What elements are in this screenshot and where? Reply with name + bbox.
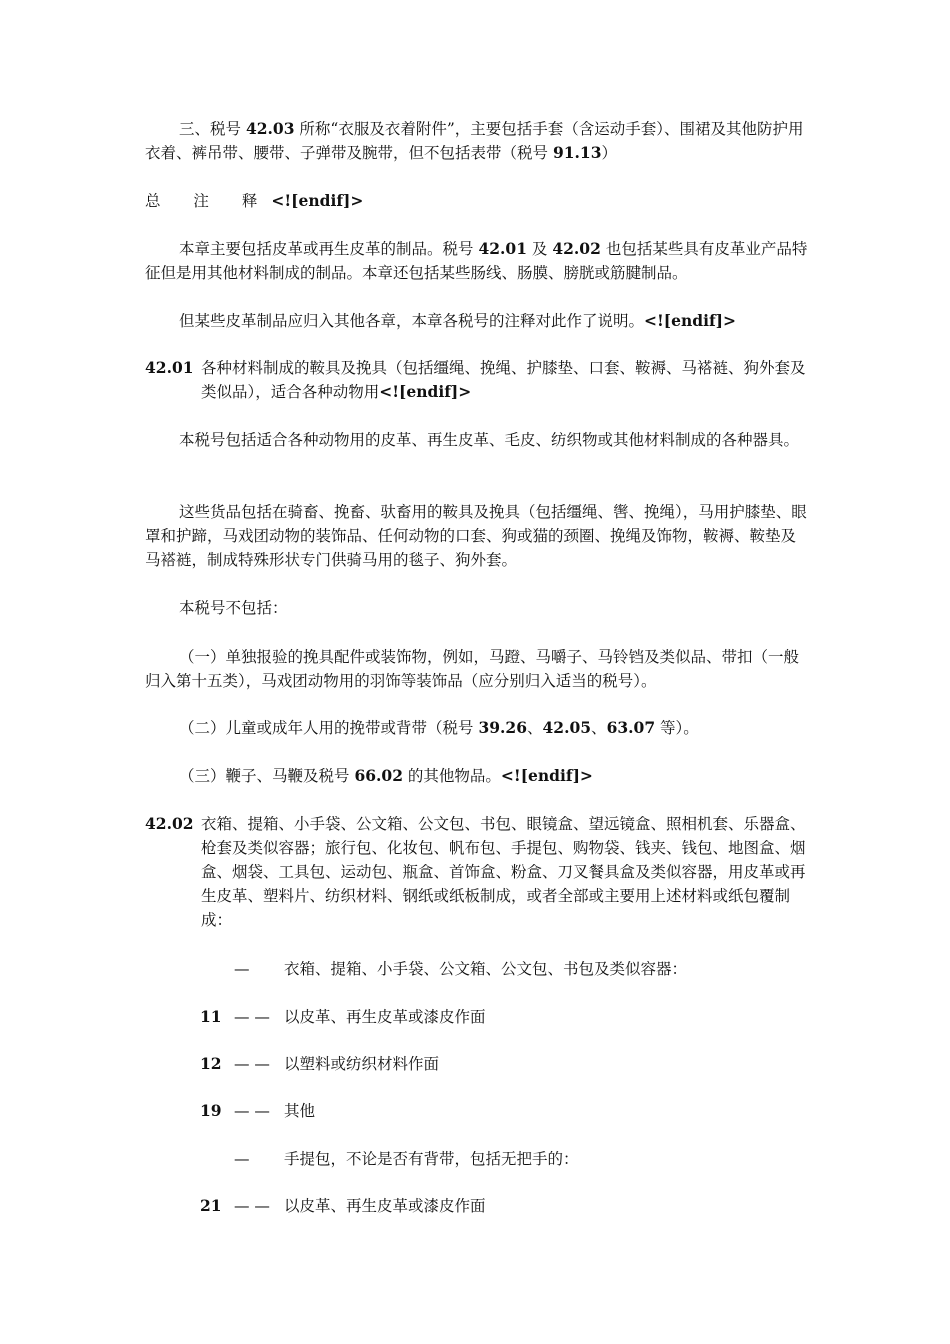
subheading-row [200,1005,800,1029]
subheading-dash: — — [234,1008,270,1026]
subheading-text: 其他 [284,1102,316,1120]
subheading-dash: — [234,960,250,978]
text: 这些货品包括在骑畜、挽畜、驮畜用的鞍具及挽具（包括缰绳、辔、挽绳），马用护膝垫、眼罩和护蹄，马戏团动物的装饰品、任何动物的口套、狗或猫的颈圈、挽绳及饰物，鞍褥、鞍垫及马褡裢，制成特殊形状专门供骑马用的毯子、狗外套。 [145,503,807,569]
heading-ref: 63.07 [606,718,656,737]
heading-ref: 66.02 [354,766,403,785]
subheading-row [200,1099,800,1123]
text: 但某些皮革制品应归入其他各章，本章各税号的注释对此作了说明。 [179,312,645,330]
exclusion-item-3 [145,764,809,788]
text: 本税号包括适合各种动物用的皮革、再生皮革、毛皮、纺织物或其他材料制成的各种器具。 [179,431,800,449]
subheading-text: 以皮革、再生皮革或漆皮作面 [284,1197,486,1215]
subheading-dash: — — [234,1102,270,1120]
subheading-code: 19 [200,1101,222,1120]
subheading-dash: — — [234,1197,270,1215]
text: 、 [526,719,543,737]
heading-ref: 91.13 [552,143,602,162]
text: 等）。 [655,719,699,737]
text: 、 [591,719,607,737]
text: 三、税号 [179,120,246,138]
endif-tag: <![endif]> [271,191,364,210]
exclusion-item-2 [145,716,809,740]
subheading-code: 21 [200,1196,222,1215]
heading-ref: 42.03 [245,119,295,138]
text: 的其他物品。 [402,767,501,785]
subheading-text: 以皮革、再生皮革或漆皮作面 [284,1008,486,1026]
heading-42-01 [145,356,809,404]
paragraph-other-chapters [145,309,809,333]
text: 及 [526,240,553,258]
general-notes-title [145,189,809,213]
subheading-row [200,957,800,981]
subheading-dash: — [234,1150,250,1168]
heading-ref: 42.02 [552,239,601,258]
heading-42-02 [145,812,809,932]
text: （三）鞭子、马鞭及税号 [179,767,355,785]
endif-tag: <![endif]> [379,382,472,401]
heading-ref: 42.05 [542,718,592,737]
subheading-text: 手提包，不论是否有背带，包括无把手的： [284,1150,579,1168]
paragraph-4201-goods [145,500,809,572]
endif-tag: <![endif]> [500,766,593,785]
paragraph-chapter-scope [145,237,809,285]
heading-number: 42.01 [145,358,194,377]
heading-ref: 42.01 [478,239,527,258]
exclusion-item-1 [145,645,809,693]
heading-ref: 39.26 [478,718,527,737]
subheading-row [200,1194,800,1218]
subheading-code: 11 [200,1007,222,1026]
text: ） [601,144,617,162]
subheading-dash: — — [234,1055,270,1073]
text: 各种材料制成的鞍具及挽具（包括缰绳、挽绳、护膝垫、口套、鞍褥、马褡裢、狗外套及类似品），适合各种动物用 [201,359,806,401]
text: （一）单独报验的挽具配件或装饰物，例如，马蹬、马嚼子、马铃铛及类似品、带扣（一般归入第十五类），马戏团动物用的羽饰等装饰品（应分别归入适当的税号）。 [145,648,800,690]
text: （二）儿童或成年人用的挽带或背带（税号 [179,719,479,737]
paragraph-4203-note [145,117,809,165]
heading-number: 42.02 [145,814,194,833]
text: 所称“衣服及衣着附件”，主要包括手套（含运动手套）、围裙及其他防护用衣着、裤吊带、腰带、子弹带及腕带，但不包括表带（税号 [145,120,804,162]
section-label: 总 注 释 [145,192,272,210]
subheading-row [200,1147,800,1171]
paragraph-4201-exclusions [145,596,809,620]
text: 本税号不包括： [179,599,288,617]
heading-text: 衣箱、提箱、小手袋、公文箱、公文包、书包、眼镜盒、望远镜盒、照相机套、乐器盒、枪套及类似容器；旅行包、化妆包、帆布包、手提包、购物袋、钱夹、钱包、地图盒、烟盒、烟袋、工具包、运动包、瓶盒、首饰盒、粉盒、刀叉餐具盒及类似容器，用皮革或再生皮革、塑料片、纺织材料、钢纸或纸板制成，或者全部或主要用上述材料或纸包覆制成： [201,815,806,929]
heading-text [201,356,809,404]
subheading-text: 以塑料或纺织材料作面 [284,1055,440,1073]
subheading-text: 衣箱、提箱、小手袋、公文箱、公文包、书包及类似容器： [284,960,688,978]
text: 本章主要包括皮革或再生皮革的制品。税号 [179,240,479,258]
subheading-code: 12 [200,1054,222,1073]
paragraph-4201-scope [145,428,809,452]
subheading-row [200,1052,800,1076]
text: 也包括某些具有皮革业产品特征但是用其他材料制成的制品。本章还包括某些肠线、肠膜、膀胱或筋腱制品。 [145,240,808,282]
endif-tag: <![endif]> [644,311,736,330]
